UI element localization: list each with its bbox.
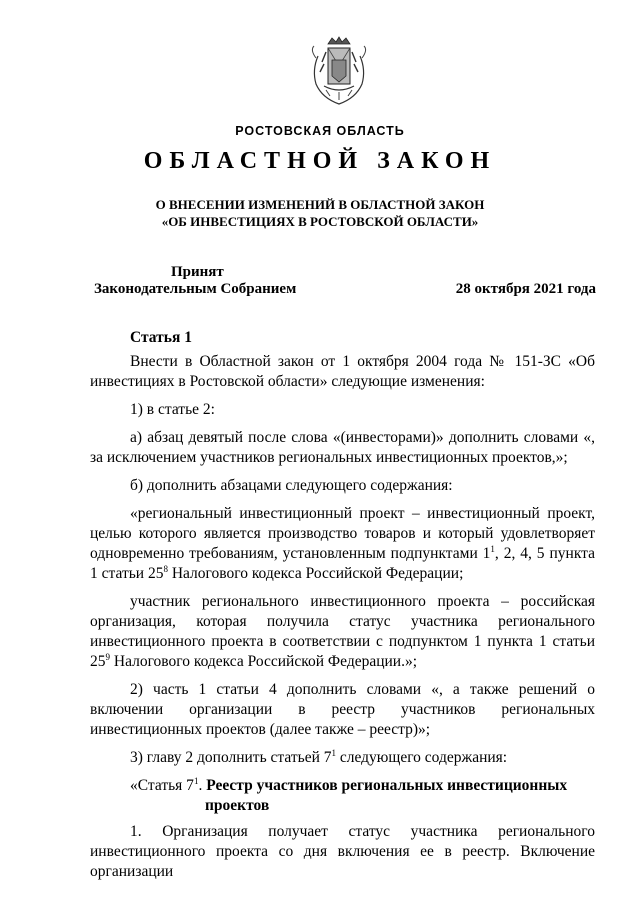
definition-regional-project: «региональный инвестиционный проект – инвестиционный проект, целью которого является производство товаров и который удовлетворяет одновременно требованиям, установленным подпунктами $1^1$, 2, 4, 5 пункта 1 статьи $25^8$ Налогового кодекса Российской Федерации; — [90, 505, 595, 582]
coat-of-arms-emblem — [308, 36, 370, 106]
law-body — [90, 328, 595, 890]
amendment-item-1: 1) в статье 2: — [130, 401, 215, 418]
law-title: ОБЛАСТНОЙ ЗАКОН — [143, 148, 497, 174]
amendment-item-2: 2) часть 1 статьи 4 дополнить словами «, а также решений о включении организации в реестр участников региональных инвестиционных проектов (далее также – реестр)»; — [90, 681, 595, 738]
region-name: РОСТОВСКАЯ ОБЛАСТЬ — [235, 124, 405, 138]
new-article-paragraph-1: 1. Организация получает статус участника регионального инвестиционного проекта со дня включения ее в реестр. Включение организации — [90, 823, 595, 880]
law-subtitle — [0, 196, 640, 230]
subtitle-line-2: «ОБ ИНВЕСТИЦИЯХ В РОСТОВСКОЙ ОБЛАСТИ» — [161, 214, 479, 229]
adopted-by: Законодательным Собранием — [94, 281, 297, 297]
amendment-item-1b: б) дополнить абзацами следующего содержания: — [130, 477, 453, 494]
new-article-heading: «Статья $7^1$. Реестр участников региональных инвестиционных проектов — [130, 775, 568, 814]
amendment-item-1a: а) абзац девятый после слова «(инвесторами)» дополнить словами «, за исключением участников региональных инвестиционных проектов,»; — [90, 429, 595, 466]
adoption-date: 28 октября 2021 года — [455, 281, 596, 297]
subtitle-line-1: О ВНЕСЕНИИ ИЗМЕНЕНИЙ В ОБЛАСТНОЙ ЗАКОН — [155, 197, 485, 212]
adopted-label: Принят — [171, 264, 224, 280]
article-heading: Статья 1 — [130, 329, 192, 346]
amendment-item-3: 3) главу 2 дополнить статьей $7^1$ следующего содержания: — [130, 747, 508, 766]
definition-project-participant: участник регионального инвестиционного проекта – российская организация, которая получила статус участника регионального инвестиционного проекта в соответствии с подпунктом 1 пункта 1 статьи $25^9$ Налогового кодекса Российской Федерации.»; — [90, 593, 595, 670]
article-intro: Внести в Областной закон от 1 октября 2004 года № 151-ЗС «Об инвестициях в Ростовской области» следующие изменения: — [90, 353, 595, 390]
